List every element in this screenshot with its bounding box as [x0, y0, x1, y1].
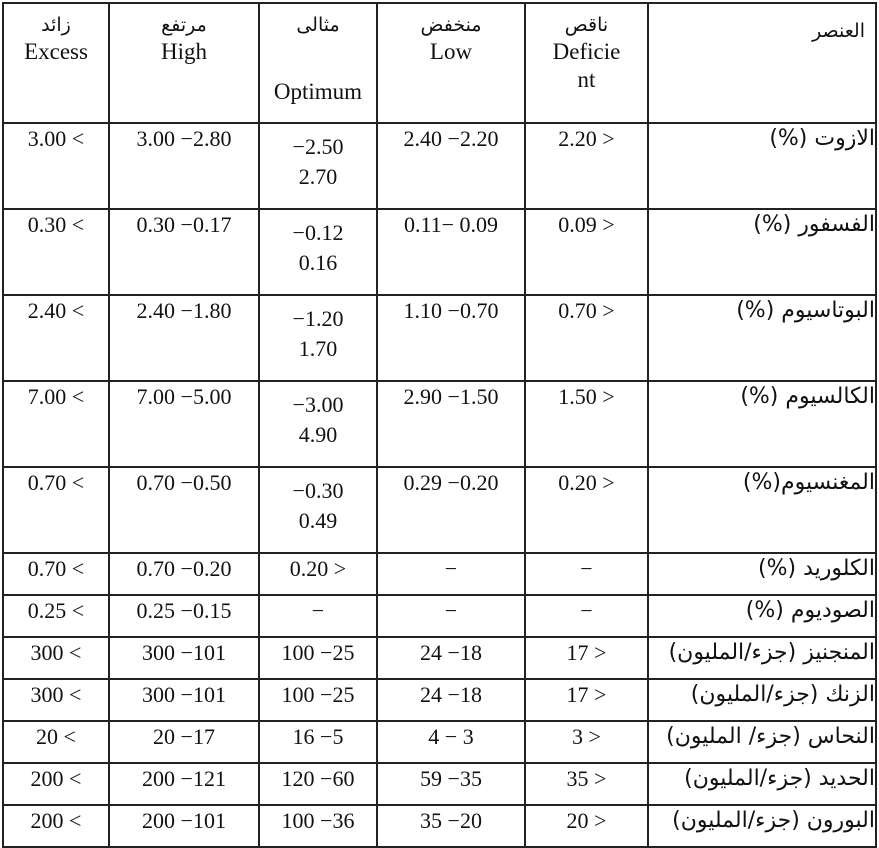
cell-deficient: 35 >	[525, 763, 648, 805]
cell-element: الازوت (%)	[648, 123, 876, 209]
cell-high: 0.70 −0.50	[109, 467, 259, 553]
cell-deficient: 2.20 >	[525, 123, 648, 209]
cell-low: 1.10 −0.70	[377, 295, 525, 381]
cell-excess: 200 <	[3, 805, 109, 847]
table-row	[3, 553, 876, 595]
cell-excess: 7.00 <	[3, 381, 109, 467]
header-excess	[3, 3, 109, 123]
cell-deficient: 17 >	[525, 679, 648, 721]
cell-optimum: −2.50 2.70	[259, 123, 377, 209]
cell-high: 0.30 −0.17	[109, 209, 259, 295]
header-high-en: High	[161, 39, 207, 64]
cell-deficient: −	[525, 553, 648, 595]
cell-element: الكالسيوم (%)	[648, 381, 876, 467]
cell-low: 0.11− 0.09	[377, 209, 525, 295]
cell-high: 3.00 −2.80	[109, 123, 259, 209]
table-row	[3, 123, 876, 209]
cell-optimum: −	[259, 595, 377, 637]
cell-deficient: 0.09 >	[525, 209, 648, 295]
cell-element: البوتاسيوم (%)	[648, 295, 876, 381]
header-optimum	[259, 3, 377, 123]
header-low-ar: منخفض	[420, 14, 482, 36]
header-element-ar: العنصر	[812, 20, 865, 42]
cell-excess: 3.00 <	[3, 123, 109, 209]
cell-low: 24 −18	[377, 637, 525, 679]
cell-element: الزنك (جزء/المليون)	[648, 679, 876, 721]
cell-optimum: −1.20 1.70	[259, 295, 377, 381]
cell-high: 7.00 −5.00	[109, 381, 259, 467]
cell-optimum: 100 −25	[259, 637, 377, 679]
table-row	[3, 763, 876, 805]
cell-element: المنجنيز (جزء/المليون)	[648, 637, 876, 679]
cell-deficient: 0.70 >	[525, 295, 648, 381]
table-row	[3, 721, 876, 763]
cell-high: 20 −17	[109, 721, 259, 763]
cell-deficient: 3 >	[525, 721, 648, 763]
cell-excess: 300 <	[3, 679, 109, 721]
cell-high: 200 −101	[109, 805, 259, 847]
cell-optimum: 0.20 >	[259, 553, 377, 595]
cell-excess: 2.40 <	[3, 295, 109, 381]
cell-high: 200 −121	[109, 763, 259, 805]
cell-optimum: 120 −60	[259, 763, 377, 805]
table-row	[3, 637, 876, 679]
cell-excess: 200 <	[3, 763, 109, 805]
header-deficient-ar: ناقص	[564, 14, 609, 36]
cell-element: الفسفور (%)	[648, 209, 876, 295]
cell-low: 0.29 −0.20	[377, 467, 525, 553]
table-row	[3, 805, 876, 847]
cell-optimum: 100 −25	[259, 679, 377, 721]
cell-high: 0.25 −0.15	[109, 595, 259, 637]
table-row	[3, 295, 876, 381]
cell-excess: 0.70 <	[3, 467, 109, 553]
cell-deficient: 0.20 >	[525, 467, 648, 553]
header-high	[109, 3, 259, 123]
header-high-ar: مرتفع	[161, 14, 207, 36]
cell-low: 59 −35	[377, 763, 525, 805]
header-row	[3, 3, 876, 123]
cell-element: الحديد (جزء/المليون)	[648, 763, 876, 805]
table-row	[3, 595, 876, 637]
cell-high: 2.40 −1.80	[109, 295, 259, 381]
cell-excess: 0.30 <	[3, 209, 109, 295]
cell-high: 300 −101	[109, 637, 259, 679]
cell-excess: 300 <	[3, 637, 109, 679]
cell-excess: 20 <	[3, 721, 109, 763]
cell-deficient: −	[525, 595, 648, 637]
header-low-en: Low	[429, 39, 473, 64]
cell-low: 24 −18	[377, 679, 525, 721]
header-deficient	[525, 3, 648, 123]
cell-low: 2.90 −1.50	[377, 381, 525, 467]
cell-low: 4 − 3	[377, 721, 525, 763]
cell-element: البورون (جزء/المليون)	[648, 805, 876, 847]
cell-high: 300 −101	[109, 679, 259, 721]
cell-excess: 0.25 <	[3, 595, 109, 637]
cell-optimum: 16 −5	[259, 721, 377, 763]
table-row	[3, 679, 876, 721]
cell-optimum: −3.00 4.90	[259, 381, 377, 467]
header-optimum-ar: مثالى	[296, 14, 340, 36]
cell-element: المغنسيوم(%)	[648, 467, 876, 553]
cell-element: الكلوريد (%)	[648, 553, 876, 595]
cell-optimum: −0.30 0.49	[259, 467, 377, 553]
table-row	[3, 467, 876, 553]
cell-optimum: 100 −36	[259, 805, 377, 847]
table-row	[3, 381, 876, 467]
cell-optimum: −0.12 0.16	[259, 209, 377, 295]
cell-deficient: 1.50 >	[525, 381, 648, 467]
cell-low: −	[377, 595, 525, 637]
cell-low: 35 −20	[377, 805, 525, 847]
cell-deficient: 17 >	[525, 637, 648, 679]
cell-element: النحاس (جزء/ المليون)	[648, 721, 876, 763]
header-optimum-en: Optimum	[273, 79, 363, 104]
table-row	[3, 209, 876, 295]
header-excess-ar: زائد	[41, 14, 71, 36]
header-low	[377, 3, 525, 123]
cell-element: الصوديوم (%)	[648, 595, 876, 637]
nutrient-ranges-table	[2, 2, 877, 848]
cell-excess: 0.70 <	[3, 553, 109, 595]
cell-low: −	[377, 553, 525, 595]
cell-low: 2.40 −2.20	[377, 123, 525, 209]
cell-deficient: 20 >	[525, 805, 648, 847]
cell-high: 0.70 −0.20	[109, 553, 259, 595]
header-deficient-en: Deficie nt	[552, 39, 621, 92]
header-element	[648, 3, 876, 123]
header-excess-en: Excess	[24, 39, 88, 64]
